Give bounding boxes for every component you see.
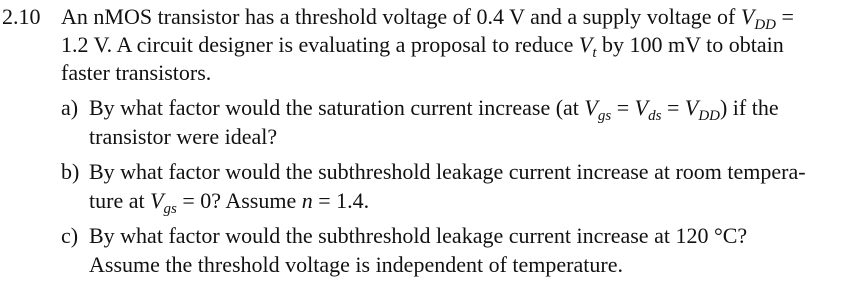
vdd-symbol: V [740, 4, 755, 29]
part-text: = 1.4. [312, 188, 370, 213]
problem-stem-line-2 [61, 30, 784, 60]
vgs-symbol: V [150, 188, 164, 213]
part-text: By what factor would the subthreshold leakage current increase at 120 °C? [89, 223, 748, 248]
stem-text: by 100 mV to obtain [596, 32, 784, 57]
equals-sign: = [661, 95, 685, 120]
problem-stem-line-3 [61, 58, 211, 88]
part-c-line-1 [89, 221, 747, 251]
vdd-subscript: DD [698, 108, 720, 124]
vt-symbol: V [578, 32, 593, 57]
part-text: transistor were ideal? [89, 124, 278, 149]
part-c-label: c) [61, 223, 79, 248]
vt-subscript: t [592, 45, 597, 61]
stem-text: faster transistors. [61, 60, 212, 85]
vgs-symbol: V [584, 95, 598, 120]
part-b-label: b) [61, 159, 80, 184]
equals-sign: = [611, 95, 635, 120]
problem-stem-line-1 [61, 2, 794, 32]
stem-text: = [776, 4, 794, 29]
vds-subscript: ds [648, 108, 662, 124]
vdd-subscript: DD [754, 17, 776, 33]
vgs-subscript: gs [163, 201, 177, 217]
part-c-line-2 [89, 250, 623, 280]
part-a-line-1 [89, 93, 779, 123]
part-text: By what factor would the saturation current increase (at [89, 95, 585, 120]
stem-text: 1.2 V. A circuit designer is evaluating a proposal to reduce [61, 32, 579, 57]
part-text: ) if the [719, 95, 779, 120]
stem-text: An nMOS transistor has a threshold voltage of 0.4 V and a supply voltage of [61, 4, 741, 29]
n-symbol: n [301, 188, 313, 213]
part-text: = 0? Assume [176, 188, 302, 213]
vgs-subscript: gs [597, 108, 612, 124]
vds-symbol: V [634, 95, 649, 120]
vdd-symbol: V [684, 95, 699, 120]
part-text: By what factor would the subthreshold leakage current increase at room tempera- [89, 159, 806, 184]
part-b-line-1 [89, 157, 806, 187]
part-a-label: a) [61, 95, 79, 120]
problem-number: 2.10 [2, 4, 41, 29]
part-a-line-2 [89, 122, 277, 152]
part-text: ture at [89, 188, 151, 213]
part-b-line-2 [89, 186, 369, 216]
part-text: Assume the threshold voltage is independent of temperature. [89, 252, 623, 277]
